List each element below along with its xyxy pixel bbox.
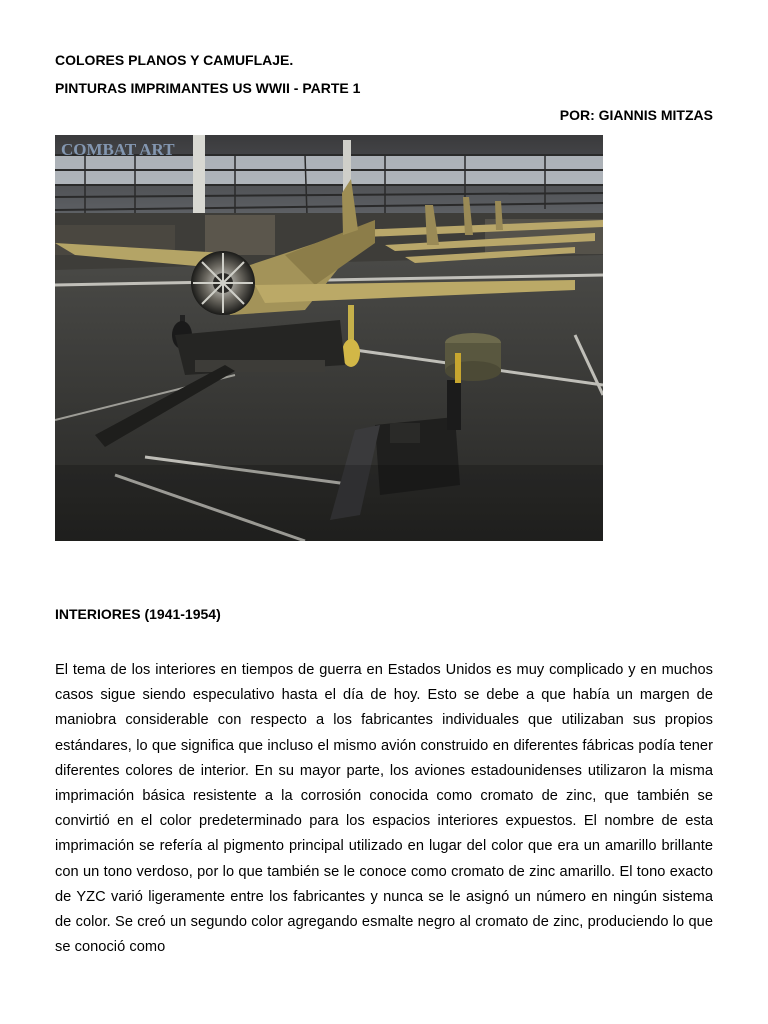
document-title: COLORES PLANOS Y CAMUFLAJE. xyxy=(55,52,294,68)
body-paragraph: El tema de los interiores en tiempos de guerra en Estados Unidos es muy complicado y en muchos casos sigue siendo especulativo hasta el día de hoy. Esto se debe a que había un margen de maniobra considerable con respecto a los fabricantes individuales que utilizaban sus propios estándares, lo que significa que incluso el mismo avión construido en diferentes fábricas podía tener diferentes colores de interior. En su mayor parte, los aviones estadounidenses utilizaron la misma imprimación básica resistente a la corrosión conocida como cromato de zinc, que también se convirtió en el color predeterminado para los espacios interiores expuestos. El nombre de esta imprimación se refería al pigmento principal utilizado en lugar del color que era un amarillo brillante con un tono verdoso, por lo que también se le conoce como cromato de zinc amarillo. El tono exacto de YZC varió ligeramente entre los fabricantes y nunca se le asignó un número en ningún sistema de color. Se creó un segundo color agregando esmalte negro al cromato de zinc, produciendo lo que se conoció como xyxy=(55,662,713,956)
author-byline: POR: GIANNIS MITZAS xyxy=(559,107,713,123)
photo-watermark: COMBAT ART xyxy=(61,140,175,159)
document-subtitle: PINTURAS IMPRIMANTES US WWII - PARTE 1 xyxy=(55,80,361,96)
factory-photo xyxy=(55,135,603,541)
section-heading: INTERIORES (1941-1954) xyxy=(55,606,221,622)
